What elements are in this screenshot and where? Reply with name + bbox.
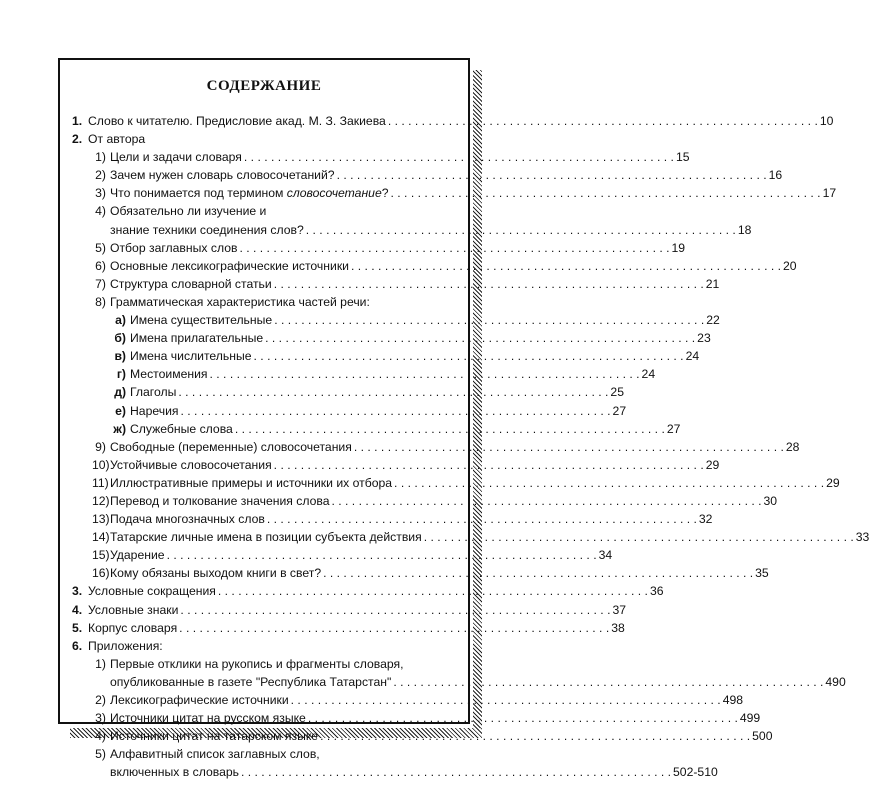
toc-entry-number: г)	[116, 367, 126, 382]
dot-leader	[239, 239, 669, 257]
toc-entry	[72, 438, 800, 456]
dot-leader	[337, 166, 767, 184]
toc-entry	[72, 709, 761, 727]
toc-entry	[72, 510, 713, 528]
toc-entry-number: ж)	[113, 421, 126, 436]
dot-leader	[388, 112, 818, 130]
toc-entry-title: знание техники соединения слов?	[110, 222, 304, 237]
toc-entry-title: Перевод и толкование значения слова	[110, 493, 330, 508]
toc-entry-title: Источники цитат на татарском языке	[110, 729, 319, 744]
toc-entry-title: Алфавитный список заглавных слов,	[110, 747, 320, 762]
toc-entry	[72, 420, 681, 438]
toc-entry-title: Структура словарной статьи	[110, 276, 272, 291]
toc-entry	[72, 528, 869, 546]
toc-entry-number: 1)	[95, 150, 106, 165]
toc-entry-title: Грамматическая характеристика частей речи:	[110, 294, 370, 309]
toc-entry-title: Источники цитат на русском языке	[110, 711, 306, 726]
table-of-contents	[72, 112, 869, 781]
toc-entry-number: 9)	[95, 439, 106, 454]
dot-leader	[393, 673, 823, 691]
toc-entry-number: 1.	[72, 114, 83, 128]
toc-entry	[72, 601, 627, 619]
toc-entry-title: Подача многозначных слов	[110, 512, 265, 527]
toc-entry-page: 17	[822, 186, 837, 201]
toc-entry-number: 4.	[72, 602, 83, 617]
toc-entry-number: 2)	[95, 168, 106, 183]
toc-entry-page: 20	[783, 258, 797, 273]
toc-entry-page: 21	[705, 276, 720, 291]
toc-entry-page: 15	[675, 150, 690, 165]
toc-entry	[72, 655, 456, 673]
toc-entry-number: 11)	[92, 475, 109, 490]
toc-entry-number: 12)	[92, 493, 110, 508]
toc-entry-page: 36	[649, 584, 664, 599]
dot-leader	[323, 564, 753, 582]
dot-leader	[179, 619, 609, 637]
dot-leader	[394, 474, 824, 492]
toc-entry	[72, 402, 627, 420]
toc-entry-title: опубликованные в газете "Республика Татарстан"	[110, 674, 392, 689]
toc-entry-number: 5)	[95, 240, 106, 255]
toc-entry-title: Наречия	[130, 403, 179, 418]
toc-entry-title: Первые отклики на рукопись и фрагменты словаря,	[110, 656, 404, 671]
toc-entry-title: Иллюстративные примеры и источники их отбора	[110, 475, 393, 490]
toc-entry	[72, 184, 837, 202]
toc-entry	[72, 637, 456, 655]
dot-leader	[354, 438, 784, 456]
dot-leader	[331, 492, 761, 510]
dot-leader	[235, 420, 665, 438]
toc-entry	[72, 112, 834, 130]
dot-leader	[351, 257, 781, 275]
toc-entry-number: а)	[115, 313, 126, 328]
dot-leader	[244, 148, 674, 166]
page-title: СОДЕРЖАНИЕ	[206, 78, 322, 94]
dot-leader	[306, 221, 736, 239]
toc-entry	[72, 202, 456, 220]
toc-entry-page: 22	[706, 313, 720, 328]
toc-entry-title: Зачем нужен словарь словосочетаний?	[110, 168, 335, 183]
toc-entry-number: 5)	[95, 747, 106, 762]
toc-entry	[72, 257, 797, 275]
toc-entry-title: Что понимается под термином словосочетание?	[110, 186, 389, 201]
dot-leader	[308, 709, 738, 727]
toc-entry-page: 37	[612, 602, 627, 617]
toc-entry	[72, 311, 720, 329]
toc-entry-title: Имена прилагательные	[130, 331, 264, 346]
dot-leader	[274, 456, 704, 474]
toc-entry	[72, 619, 625, 637]
toc-entry	[72, 564, 769, 582]
toc-entry-page: 490	[825, 674, 846, 689]
toc-entry-title: Имена существительные	[130, 313, 273, 328]
toc-entry-number: 2)	[95, 693, 106, 707]
toc-entry-title: От автора	[88, 132, 146, 147]
toc-entry-number: 6)	[95, 258, 106, 273]
toc-entry-number: 8)	[95, 294, 106, 309]
dot-leader	[254, 347, 684, 365]
toc-entry-page: 24	[685, 349, 700, 364]
toc-entry	[72, 383, 624, 401]
toc-entry-title: Ударение	[110, 548, 165, 563]
toc-entry-page: 499	[739, 711, 761, 726]
toc-entry-page: 29	[826, 475, 840, 490]
toc-entry-title: Основные лексикографические источники	[110, 258, 349, 273]
toc-entry-page: 28	[785, 439, 800, 454]
toc-entry	[72, 166, 783, 184]
toc-entry-page: 502-510	[673, 765, 718, 780]
toc-entry	[72, 492, 778, 510]
toc-entry	[72, 745, 456, 763]
toc-entry-number: 3.	[72, 584, 83, 599]
toc-entry	[72, 727, 773, 745]
toc-entry-title: Корпус словаря	[88, 620, 178, 635]
toc-entry-title: Устойчивые словосочетания	[110, 457, 272, 472]
dot-leader	[210, 365, 640, 383]
toc-entry-page: 34	[598, 548, 613, 563]
toc-entry-page: 38	[611, 620, 625, 635]
toc-entry-title: Глаголы	[130, 385, 177, 400]
toc-entry-page: 18	[737, 222, 752, 237]
toc-entry-number: 1)	[95, 656, 106, 671]
toc-entry-number: е)	[115, 403, 126, 418]
toc-entry-title: включенных в словарь	[110, 765, 239, 780]
toc-entry-title: Татарские личные имена в позиции субъекта действия	[110, 530, 422, 545]
contents-frame	[58, 58, 869, 780]
dot-leader	[391, 184, 821, 202]
toc-entry-page: 32	[698, 512, 713, 527]
dot-leader	[265, 329, 695, 347]
toc-entry-title: Отбор заглавных слов	[110, 240, 238, 255]
toc-entry-page: 33	[855, 530, 869, 545]
toc-entry-number: 3)	[95, 186, 106, 201]
toc-entry-number: 16)	[92, 566, 110, 581]
toc-entry-number: 6.	[72, 638, 83, 653]
toc-entry-title: Приложения:	[88, 638, 163, 653]
toc-entry	[72, 546, 613, 564]
dot-leader	[241, 763, 671, 781]
toc-entry-title: Служебные слова	[130, 421, 233, 436]
toc-entry-title: Условные знаки	[88, 602, 179, 617]
toc-entry-number: 2.	[72, 132, 83, 147]
dot-leader	[178, 383, 608, 401]
dot-leader	[181, 402, 611, 420]
toc-entry-title: Обязательно ли изучение и	[110, 204, 267, 219]
toc-entry-title: Лексикографические источники	[110, 693, 289, 707]
toc-entry-number: в)	[114, 349, 126, 364]
toc-entry-number: 4)	[95, 204, 106, 219]
toc-entry	[72, 763, 718, 781]
toc-entry-page: 19	[671, 240, 686, 255]
toc-entry-page: 500	[752, 729, 773, 744]
dot-leader	[320, 727, 750, 745]
dot-leader	[424, 528, 854, 546]
dot-leader	[167, 546, 597, 564]
toc-entry-page: 25	[610, 385, 624, 400]
toc-entry-page: 23	[697, 331, 711, 346]
toc-entry-page: 35	[755, 566, 769, 581]
toc-entry	[72, 347, 700, 365]
toc-entry-title: Имена числительные	[130, 349, 252, 364]
toc-entry	[72, 148, 690, 166]
toc-entry	[72, 456, 720, 474]
toc-entry	[72, 130, 456, 148]
toc-entry	[72, 365, 656, 383]
toc-entry-number: 10)	[92, 457, 110, 472]
toc-entry-number: д)	[114, 385, 126, 400]
dot-leader	[267, 510, 697, 528]
toc-entry-number: 14)	[92, 530, 110, 545]
toc-entry-page: 10	[819, 114, 834, 128]
toc-entry-number: 5.	[72, 620, 83, 635]
toc-entry	[72, 673, 846, 691]
dot-leader	[274, 311, 704, 329]
toc-entry-number: 15)	[92, 548, 110, 563]
toc-entry	[72, 474, 840, 492]
toc-entry-number: 13)	[92, 512, 110, 527]
dot-leader	[180, 601, 610, 619]
toc-entry-number: б)	[114, 331, 126, 346]
toc-entry-title: Кому обязаны выходом книги в свет?	[110, 566, 322, 581]
dot-leader	[291, 691, 721, 709]
toc-entry	[72, 239, 686, 257]
toc-entry-page: 29	[705, 457, 720, 472]
toc-entry-title: Цели и задачи словаря	[110, 150, 242, 165]
toc-entry	[72, 582, 664, 600]
toc-entry	[72, 221, 752, 239]
toc-entry-page: 24	[641, 367, 656, 382]
dot-leader	[274, 275, 704, 293]
toc-entry-title: Свободные (переменные) словосочетания	[110, 439, 352, 454]
toc-entry-page: 27	[612, 403, 627, 418]
toc-entry	[72, 691, 744, 709]
toc-entry	[72, 293, 456, 311]
toc-entry-title: Местоимения	[130, 367, 208, 382]
toc-entry-page: 16	[768, 168, 783, 183]
toc-entry	[72, 275, 720, 293]
toc-entry-number: 7)	[95, 276, 106, 291]
dot-leader	[218, 582, 648, 600]
toc-entry-page: 30	[763, 493, 778, 508]
toc-entry-title: Слово к читателю. Предисловие акад. М. З. Закиева	[88, 114, 386, 128]
toc-entry-title: Условные сокращения	[88, 584, 216, 599]
toc-entry-number: 4)	[95, 729, 106, 744]
toc-entry-number: 3)	[95, 711, 106, 726]
toc-entry-page: 27	[666, 421, 681, 436]
toc-entry-page: 498	[722, 693, 744, 707]
toc-entry	[72, 329, 711, 347]
